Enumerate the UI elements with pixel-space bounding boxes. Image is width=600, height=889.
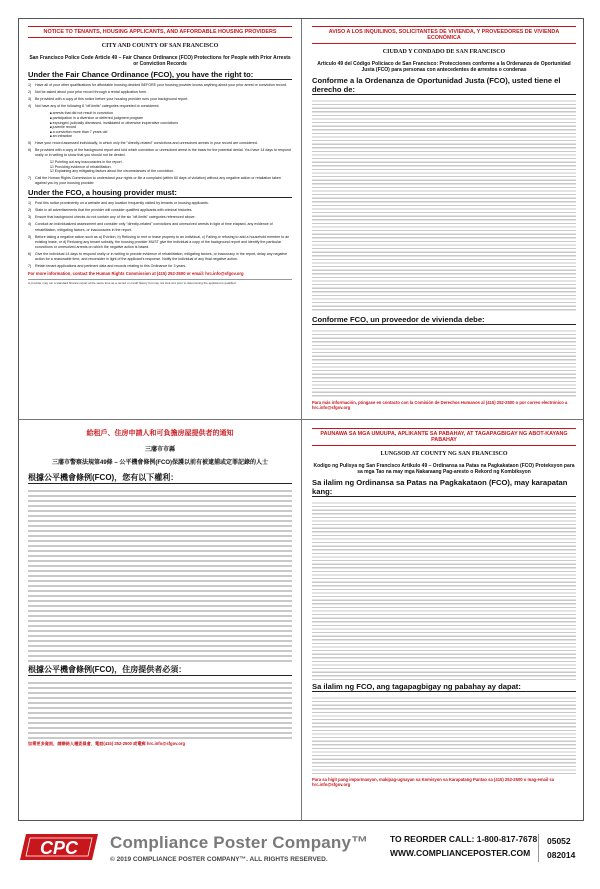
chinese-banner: 給租戶、住房申請人和可負擔房屋提供者的通知: [86, 430, 234, 437]
filipino-body-text: [312, 500, 576, 680]
list-item: 2) State in all advertisements that the provider will consider qualified applicants with criminal histories.: [28, 208, 193, 213]
list-item: 1) Have all of your other qualifications for affordable housing decided BEFORE your housing provider knows anything about your prior arrest or conviction record.: [28, 83, 288, 87]
english-provider-heading: Under the FCO, a housing provider must:: [28, 188, 292, 198]
filipino-contact: Para sa higit pang impormasyon, makipag-ugnayan sa Komisyon sa Karapatang Pantao sa (415) 252-2500 o mag-email sa hrc.info@sfgov.org: [312, 777, 555, 787]
filipino-provider-text: [312, 695, 576, 775]
spanish-city: CIUDAD Y CONDADO DE SAN FRANCISCO: [382, 49, 506, 55]
chinese-notice-panel: [23, 425, 297, 818]
spanish-contact: Para más información, póngase en contacto con la Comisión de Derechos Humanos al (415) 252-2500 o por correo electrónico a hrc.info@sfgov.org: [312, 400, 568, 410]
poster-date-code: 082014: [547, 850, 576, 860]
copyright: © 2019 COMPLIANCE POSTER COMPANY™. ALL RIGHTS RESERVED.: [110, 856, 328, 863]
english-subtitle: San Francisco Police Code Article 49 – Fair Chance Ordinance (FCO) Protections for People with Prior Arrests or Conviction Records: [29, 55, 291, 67]
evidence-list: ☑ Pointing out any inaccuracies in the report. ☑ Providing evidence of rehabilitation. ☑ Explaining any mitigating factors about the circumstances of the conviction.: [50, 160, 292, 174]
spanish-subtitle: Artículo 49 del Código Policiaco de San Francisco: Protecciones conforme a la Ordenanza de Oportunidad Justa (FCO) para personas con antecedentes de arrestos o condenas: [317, 61, 571, 73]
reorder-phone: TO REORDER CALL: 1-800-817-7678: [390, 834, 538, 844]
chinese-city: 三藩市市縣: [144, 447, 175, 453]
chinese-provider-heading: 根據公平機會條例(FCO)，住房提供者必須：: [28, 665, 292, 676]
filipino-rights-heading: Sa ilalim ng Ordinansa sa Patas na Pagkakataon (FCO), may karapatan kang:: [312, 478, 576, 497]
list-item: 4) Not have any of the following 6 "off-limits" categories requested or considered:: [28, 104, 160, 109]
filipino-subtitle: Kodigo ng Pulisya ng San Francisco Artikulo 49 – Ordinansa sa Patas na Pagkakataon (FCO) Proteksyon para sa mga Tao na may mga Nakaraang Pag-aresto o Rekord ng Kombiksyon: [313, 463, 575, 475]
english-contact: For more information, contact the Human Rights Commission at (415) 252-2500 or email: hrc.info@sfgov.org: [28, 271, 244, 277]
website: WWW.COMPLIANCEPOSTER.COM: [390, 848, 531, 858]
cpc-logo: [18, 832, 100, 862]
chinese-body-text: [28, 487, 292, 662]
english-rights-list: [28, 83, 292, 109]
filipino-city: LUNGSOD AT COUNTY NG SAN FRANCISCO: [380, 451, 508, 457]
english-notice-panel: [23, 23, 297, 415]
offlimits-list: ■ arrests that did not result in conviction ■ participation in a diversion or deferred judgment program ■ expunged, judicially dismissed, invalidated or otherwise inoperative convictions ■ juvenile record ■ a conviction more than 7 years old ■ an infraction: [50, 111, 292, 139]
list-item: 6) Give the individual 14 days to respond orally or in writing to provide evidence of rehabilitation, mitigating factors, or inaccuracy in the report, delay any negative action for a reasonable time, and reconsider in light of the applicant's response. Notify the individual of any final negative action.: [28, 251, 288, 262]
poster-code: 05052: [547, 836, 571, 846]
chinese-provider-text: [28, 679, 292, 739]
horizontal-divider: [19, 419, 583, 420]
chinese-rights-heading: 根據公平機會條例(FCO)，您有以下權利：: [28, 473, 292, 484]
spanish-provider-heading: Conforme FCO, un proveedor de vivienda debe:: [312, 315, 576, 325]
english-rights-heading: Under the Fair Chance Ordinance (FCO), you have the right to:: [28, 70, 292, 80]
spanish-banner: AVISO A LOS INQUILINOS, SOLICITANTES DE VIVIENDA, Y PROVEEDORES DE VIVIENDA ECONÓMICA: [312, 26, 576, 44]
poster: [18, 18, 584, 821]
list-item: 5) Have your record assessed individually, in which only the "directly-related" convictions and unresolved arrests in your record are considered.: [28, 140, 258, 145]
list-item: 7) Retain tenant applications and pertinent data and records relating to this Ordinance for 3 years.: [28, 264, 187, 269]
list-item: 6) Be provided with a copy of the background report and told which conviction or unresolved arrest is the basis for the potential denial. You have 14 days to respond orally or in writing to show that you should not be denied.: [28, 148, 291, 158]
list-item: 4) Conduct an individualized assessment and consider only "directly-related" convictions and unresolved arrests in light of time elapsed, any evidence of rehabilitation, mitigating factors, or inaccuracies in the report.: [28, 222, 273, 232]
english-footnote: A provider may run a standard finance report at the same time as a record or credit history but may not look at it prior to determining the applicant is qualified.: [28, 279, 292, 286]
list-item: 7) Call the Human Rights Commission to understand your rights or file a complaint (within 60 days of violation) without any negative action or retaliation taken against you by your housing provider.: [28, 176, 281, 186]
spanish-provider-text: [312, 328, 576, 398]
filipino-notice-panel: [307, 425, 581, 818]
chinese-contact: 如需更多資訊，請聯絡人權委員會，電話(415) 252-2500 或電郵 hrc.info@sfgov.org: [28, 741, 186, 746]
list-item: 5) Before taking a negative action such as a) Eviction, b) Refusing to rent or lease property to an individual, c) Failing or refusing to add a household member to an existing lease, or d) Reducing any tenant subsidy, the housing provider MUST give the individual a copy of the background report and identify the particular convictions or unresolved arrests on which the negative action is based.: [28, 234, 290, 249]
brand-name: Compliance Poster Company™: [110, 833, 369, 852]
spanish-body-text: [312, 98, 576, 313]
spanish-rights-heading: Conforme a la Ordenanza de Oportunidad Justa (FCO), usted tiene el derecho de:: [312, 76, 576, 95]
list-item: 2) Not be asked about your prior record through a rental application form.: [28, 90, 148, 95]
english-city: CITY AND COUNTY OF SAN FRANCISCO: [101, 43, 219, 49]
filipino-provider-heading: Sa ilalim ng FCO, ang tagapagbigay ng pabahay ay dapat:: [312, 682, 576, 692]
english-provider-list: [28, 201, 292, 269]
list-item: 3) Ensure that background checks do not contain any of the six "off-limits" categories referenced above.: [28, 215, 196, 220]
poster-codes: [538, 834, 575, 862]
list-item: 3) Be provided with a copy of this notice before your housing provider runs your background report.: [28, 97, 189, 102]
chinese-subtitle: 三藩市警察法規第49條 – 公平機會條例(FCO)保護以前有被逮捕或定罪記錄的人士: [51, 460, 268, 466]
english-banner: NOTICE TO TENANTS, HOUSING APPLICANTS, AND AFFORDABLE HOUSING PROVIDERS: [28, 26, 292, 38]
poster-footer: [18, 826, 584, 871]
filipino-banner: PAUNAWA SA MGA UMUUPA, APLIKANTE SA PABAHAY, AT TAGAPAGBIGAY NG ABOT-KAYANG PABAHAY: [312, 428, 576, 446]
spanish-notice-panel: [307, 23, 581, 415]
cpc-logo-text: CPC: [39, 838, 79, 858]
list-item: 1) Post this notice prominently on a website and any location frequently visited by tenants or housing applicants.: [28, 201, 209, 206]
